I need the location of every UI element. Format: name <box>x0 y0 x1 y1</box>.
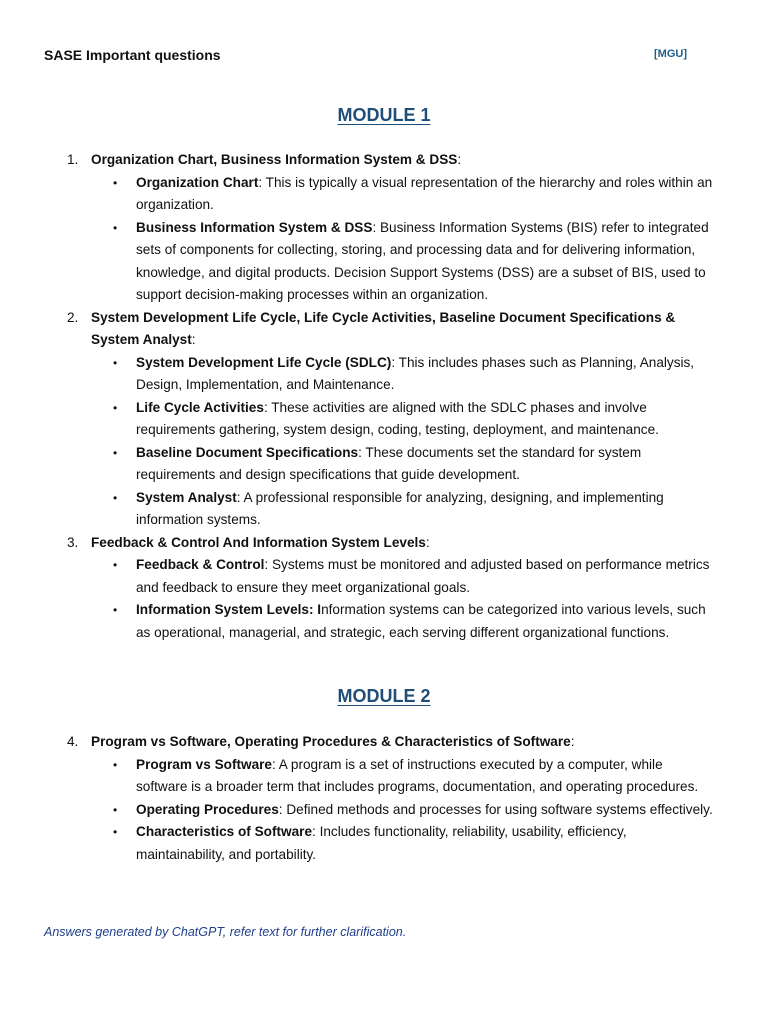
bullet-text: : This is typically a visual representation of the hierarchy and roles within an organization. <box>136 174 713 212</box>
bullet-term: Characteristics of Software <box>136 824 313 839</box>
bullet-term: Life Cycle Activities <box>136 399 264 415</box>
bullet-text: : This includes phases such as Planning, Analysis, Design, Implementation, and Maintenance. <box>136 354 695 392</box>
bullet-icon: • <box>113 220 118 235</box>
bullet-term: Business Information System & DSS <box>136 219 373 235</box>
bullet-icon: • <box>113 175 118 190</box>
bullet-term: Feedback & Control <box>136 557 265 572</box>
bullet-text: : A professional responsible for analyzing, designing, and implementing information systems. <box>136 489 664 527</box>
bullet-icon: • <box>113 400 118 415</box>
question-suffix: : <box>457 152 462 167</box>
bullet-term: Baseline Document Specifications <box>136 444 359 460</box>
module-1-question-list <box>0 149 768 644</box>
answer-bullets <box>91 172 716 307</box>
question-4 <box>0 731 768 866</box>
bullet-icon: • <box>113 603 118 617</box>
answer-bullet <box>91 352 716 397</box>
bullet-icon: • <box>113 558 118 572</box>
bullet-text: : These documents set the standard for system requirements and design specifications that guide development. <box>136 444 642 482</box>
question-title: Feedback & Control And Information System Levels <box>91 534 426 550</box>
answer-bullets <box>91 352 716 532</box>
question-number: 4. <box>67 734 79 749</box>
bullet-icon: • <box>113 825 118 839</box>
question-suffix: : <box>570 734 575 749</box>
question-title: Program vs Software, Operating Procedures & Characteristics of Software <box>91 734 571 749</box>
bullet-term: Program vs Software <box>136 756 272 772</box>
question-3 <box>0 532 768 645</box>
answer-bullet <box>91 599 716 644</box>
bullet-term: Organization Chart <box>136 174 259 190</box>
bullet-term: System Development Life Cycle (SDLC) <box>136 354 392 370</box>
bullet-icon: • <box>113 445 118 460</box>
university-tag: [MGU] <box>654 48 687 60</box>
bullet-text: : Business Information Systems (BIS) refer to integrated sets of components for collecting, storing, and processing data and for delivering information, knowledge, and digital products. Decision Support Systems (DSS) are a subset of BIS, used to support decision-making processes within an organization. <box>136 219 709 302</box>
module-2-heading: MODULE 2 <box>337 686 431 706</box>
bullet-text: : Defined methods and processes for using software systems effectively. <box>278 801 713 817</box>
footer-note: Answers generated by ChatGPT, refer text for further clarification. <box>44 925 407 939</box>
question-suffix: : <box>425 534 430 550</box>
bullet-icon: • <box>113 757 118 772</box>
answer-bullet <box>91 487 716 532</box>
bullet-text: : A program is a set of instructions executed by a computer, while software is a broader term that includes programs, documentation, and operating procedures. <box>136 756 699 794</box>
question-2 <box>0 307 768 532</box>
answer-bullet <box>91 172 716 217</box>
bullet-term: Operating Procedures <box>136 801 279 817</box>
module-2-question-list <box>0 731 768 866</box>
answer-bullet <box>91 442 716 487</box>
answer-bullet <box>91 754 716 799</box>
answer-bullet <box>91 217 716 307</box>
question-suffix: : <box>191 332 196 347</box>
question-title: Organization Chart, Business Information System & DSS <box>91 152 458 167</box>
document-title: SASE Important questions <box>44 47 221 63</box>
bullet-text: : Systems must be monitored and adjusted based on performance metrics and feedback to ensure they meet organizational goals. <box>136 557 710 595</box>
answer-bullets <box>91 554 716 644</box>
question-title: System Development Life Cycle, Life Cycle Activities, Baseline Document Specifications & System Analyst <box>91 309 676 347</box>
question-number: 2. <box>67 309 79 325</box>
bullet-icon: • <box>113 355 118 370</box>
question-1 <box>0 149 768 307</box>
bullet-term: System Analyst <box>136 489 237 505</box>
question-number: 3. <box>67 534 79 550</box>
answer-bullet <box>91 397 716 442</box>
bullet-icon: • <box>113 490 118 505</box>
bullet-text: nformation systems can be categorized into various levels, such as operational, managerial, and strategic, each serving different organizational functions. <box>136 602 706 640</box>
bullet-icon: • <box>113 802 118 817</box>
answer-bullet <box>91 799 716 822</box>
bullet-term: Information System Levels: I <box>136 602 322 617</box>
bullet-text: : These activities are aligned with the SDLC phases and involve requirements gathering, system design, coding, testing, deployment, and maintenance. <box>136 399 659 437</box>
bullet-text: : Includes functionality, reliability, usability, efficiency, maintainability, and portability. <box>136 824 627 862</box>
answer-bullet <box>91 554 716 599</box>
module-1-heading: MODULE 1 <box>337 105 431 125</box>
question-number: 1. <box>67 152 79 167</box>
answer-bullets <box>91 754 716 867</box>
answer-bullet <box>91 821 716 866</box>
